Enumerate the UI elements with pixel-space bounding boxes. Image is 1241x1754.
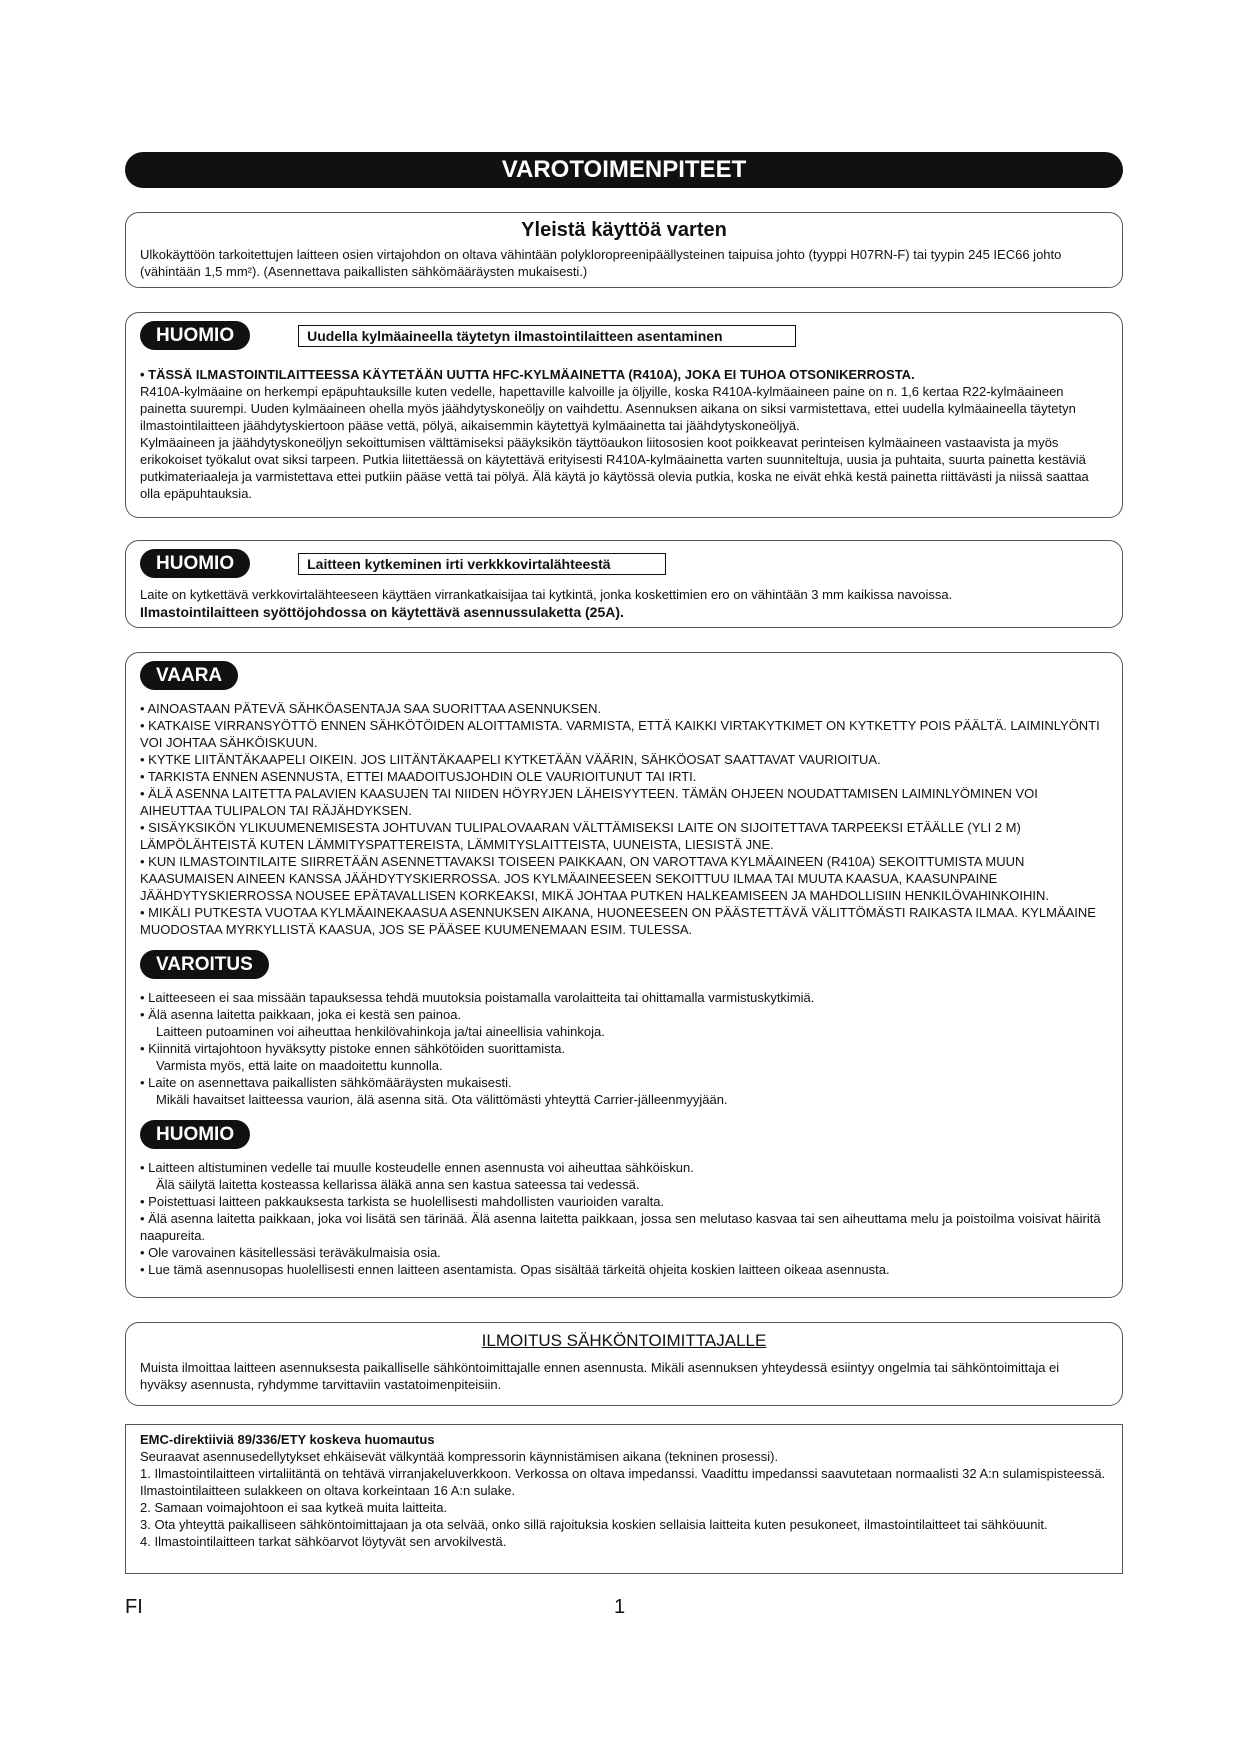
general-use-panel — [125, 212, 1123, 288]
refrigerant-para-1: R410A-kylmäaine on herkempi epäpuhtauksille kuten vedelle, hapettaville kalvoille ja öljyille, koska R410A-kylmäaineen paine on n. 1,6 kertaa R22-kylmäaineen painetta suurempi. Uuden kylmäaineen ohella myös jäähdytyskoneöljy on vaihdettu. Asennuksen aikana on siksi varmistettava, ettei uudella kylmäaineella täytetyn ilmastointilaitteen jäähdytyskiertoon pääse vettä, pölyä, aikaisemmin käytettyä kylmäainetta tai jäähdytyskoneöljyä. — [140, 384, 1076, 433]
vaara-item: • ÄLÄ ASENNA LAITETTA PALAVIEN KAASUJEN TAI NIIDEN HÖYRYJEN LÄHEISYYTEEN. TÄMÄN OHJEEN NOUDATTAMISEN LAIMINLYÖMINEN VOI AIHEUTTAA TULIPALON TAI RÄJÄHDYKSEN. — [140, 786, 1038, 818]
vaara-list — [140, 700, 1108, 938]
varoitus-list — [140, 989, 1108, 1108]
supplier-notice-heading: ILMOITUS SÄHKÖNTOIMITTAJALLE — [481, 1331, 767, 1350]
refrigerant-para-2: Kylmäaineen ja jäähdytyskoneöljyn sekoittumisen välttämiseksi pääyksikön täyttöaukon liitososien koot poikkeavat perinteisen kylmäaineen vastaavista ja myös erikokoiset työkalut ovat siksi tarpeen. Putkia liitettäessä on käytettävä erityisesti R410A-kylmäainetta varten suunniteltuja, uusia ja puhtaita, suurta painetta kestäviä putkimateriaaleja ja varmistettava ettei putkiin pääse vettä tai pölyä. Älä käytä jo käytössä olevia putkia, koska ne eivät ehkä kestä painetta riittävästi ja niissä saattaa olla epäpuhtauksia. — [140, 435, 1089, 501]
disconnect-bold-text: Ilmastointilaitteen syöttöjohdossa on käytettävä asennussulaketta (25A). — [140, 604, 624, 620]
emc-notice-box — [125, 1424, 1123, 1574]
varoitus-item: Varmista myös, että laite on maadoitettu kunnolla. — [156, 1058, 443, 1073]
disconnect-text: Laite on kytkettävä verkkovirtalähteeseen käyttäen virrankatkaisijaa tai kytkintä, jonka koskettimien ero on vähintään 3 mm kaikissa navoissa. — [140, 587, 953, 602]
vaara-item: • KUN ILMASTOINTILAITE SIIRRETÄÄN ASENNETTAVAKSI TOISEEN PAIKKAAN, ON VAROTTAVA KYLMÄAINEEN (R410A) SEKOITTUMISTA MUUN KAASUMAISEN AINEEN KANSSA JÄÄHDYTYSKIERROSSA. JOS KYLMÄAINEESEEN SEKOITTUU ILMAA TAI MUUTA KAASUA, KAASUNPAINE JÄÄHDYTYSKIERROSSA NOUSEE EPÄTAVALLISEN KORKEAKSI, MIKÄ JOHTAA PUTKEN HALKEAMISEEN JA MAHDOLLISIIN HENKILÖVAHINKOIHIN. — [140, 854, 1050, 903]
varoitus-item: • Laitteeseen ei saa missään tapauksessa tehdä muutoksia poistamalla varolaitteita tai ohittamalla varmistuskytkimiä. — [140, 990, 815, 1005]
huomio-item: • Ole varovainen käsitellessäsi teräväkulmaisia osia. — [140, 1245, 441, 1260]
vaara-item: • AINOASTAAN PÄTEVÄ SÄHKÖASENTAJA SAA SUORITTAA ASENNUKSEN. — [140, 701, 602, 716]
vaara-item: • TARKISTA ENNEN ASENNUSTA, ETTEI MAADOITUSJOHDIN OLE VAURIOITUNUT TAI IRTI. — [140, 769, 697, 784]
footer-language: FI — [125, 1596, 143, 1618]
huomio-badge: HUOMIO — [140, 549, 250, 578]
vaara-item: • SISÄYKSIKÖN YLIKUUMENEMISESTA JOHTUVAN TULIPALOVAARAN VÄLTTÄMISEKSI LAITE ON SIJOITETTAVA TARPEEKSI ETÄÄLLE (YLI 2 M) LÄMPÖLÄHTEISTÄ KUTEN LÄMMITYSPATTEREISTA, LÄMMITYSLAITTEISTA, UUNEISTA, LIESISTÄ JNE. — [140, 820, 1021, 852]
huomio-item: • Älä asenna laitetta paikkaan, joka voi lisätä sen tärinää. Älä asenna laitetta paikkaan, jossa sen melutaso kasvaa tai sen aiheuttama melu ja poistoilma voisivat häiritä naapureita. — [140, 1211, 1101, 1243]
varoitus-item: Laitteen putoaminen voi aiheuttaa henkilövahinkoja ja/tai aineellisia vahinkoja. — [156, 1024, 605, 1039]
varoitus-item: • Älä asenna laitetta paikkaan, joka ei kestä sen painoa. — [140, 1007, 462, 1022]
vaara-item: • MIKÄLI PUTKESTA VUOTAA KYLMÄAINEKAASUA ASENNUKSEN AIKANA, HUONEESEEN ON PÄÄSTETTÄVÄ VÄLITTÖMÄSTI RAIKASTA ILMAA. KYLMÄAINE MUODOSTAA MYRKYLLISTÄ KAASUA, JOS SE PÄÄSEE KUUMENEMAAN ESIM. TULESSA. — [140, 905, 1096, 937]
huomio-item: • Poistettuasi laitteen pakkauksesta tarkista se huolellisesti mahdollisten vaurioiden varalta. — [140, 1194, 665, 1209]
vaara-badge: VAARA — [140, 661, 238, 690]
huomio-item: • Laitteen altistuminen vedelle tai muulle kosteudelle ennen asennusta voi aiheuttaa sähköiskun. — [140, 1160, 694, 1175]
emc-item: 4. Ilmastointilaitteen tarkat sähköarvot löytyvät sen arvokilvestä. — [140, 1534, 507, 1549]
huomio-item: • Lue tämä asennusopas huolellisesti ennen laitteen asentamista. Opas sisältää tärkeitä ohjeita koskien laitteen oikeaa asennusta. — [140, 1262, 890, 1277]
varoitus-item: • Laite on asennettava paikallisten sähkömääräysten mukaisesti. — [140, 1075, 512, 1090]
emc-item: 1. Ilmastointilaitteen virtaliitäntä on tehtävä virranjakeluverkkoon. Verkossa on oltava impedanssi. Vaadittu impedanssi saavutetaan normaalisti 32 A:n sulamispisteessä. Ilmastointilaitteen sulakkeen on oltava korkeintaan 16 A:n sulake. — [140, 1466, 1106, 1498]
refrigerant-lead: • TÄSSÄ ILMASTOINTILAITTEESSA KÄYTETÄÄN UUTTA HFC-KYLMÄAINETTA (R410A), JOKA EI TUHOA OTSONIKERROSTA. — [140, 367, 915, 382]
supplier-notice-text: Muista ilmoittaa laitteen asennuksesta paikalliselle sähköntoimittajalle ennen asennusta. Mikäli asennuksen yhteydessä esiintyy ongelmia tai sähköntoimittaja ei hyväksy asennusta, ryhdymme tarvittaviin vastatoimenpiteisiin. — [140, 1360, 1060, 1392]
general-use-heading: Yleistä käyttöä varten — [521, 219, 727, 241]
footer-page-number: 1 — [614, 1596, 626, 1618]
vaara-item: • KYTKE LIITÄNTÄKAAPELI OIKEIN. JOS LIITÄNTÄKAAPELI KYTKETÄÄN VÄÄRIN, SÄHKÖOSAT SAATTAVAT VAURIOITUA. — [140, 752, 881, 767]
refrigerant-section-title: Uudella kylmäaineella täytetyn ilmastointilaitteen asentaminen — [298, 325, 796, 347]
emc-item: 3. Ota yhteyttä paikalliseen sähköntoimittajaan ja ota selvää, onko sillä rajoituksia koskien sellaisia laitteita kuten pesukoneet, ilmastointilaitteet tai sähköuunit. — [140, 1517, 1048, 1532]
vaara-item: • KATKAISE VIRRANSYÖTTÖ ENNEN SÄHKÖTÖIDEN ALOITTAMISTA. VARMISTA, ETTÄ KAIKKI VIRTAKYTKIMET ON KYTKETTY POIS PÄÄLTÄ. LAIMINLYÖNTI VOI JOHTAA SÄHKÖISKUUN. — [140, 718, 1100, 750]
varoitus-badge: VAROITUS — [140, 950, 269, 979]
huomio-refrigerant-panel — [125, 312, 1123, 518]
emc-item: 2. Samaan voimajohtoon ei saa kytkeä muita laitteita. — [140, 1500, 448, 1515]
varoitus-item: • Kiinnitä virtajohtoon hyväksytty pistoke ennen sähkötöiden suorittamista. — [140, 1041, 566, 1056]
huomio-badge: HUOMIO — [140, 1120, 250, 1149]
general-use-text: Ulkokäyttöön tarkoitettujen laitteen osien virtajohdon on oltava vähintään polykloropreenipäällysteinen taipuisa johto (tyyppi H07RN-F) tai tyypin 245 IEC66 johto (vähintään 1,5 mm²). (Asennettava paikallisten sähkömääräysten mukaisesti.) — [140, 247, 1062, 279]
disconnect-section-title: Laitteen kytkeminen irti verkkkovirtalähteestä — [298, 553, 666, 575]
emc-heading: EMC-direktiiviä 89/336/ETY koskeva huomautus — [140, 1432, 435, 1447]
page-title: VAROTOIMENPITEET — [125, 152, 1123, 188]
huomio-list — [140, 1159, 1108, 1278]
huomio-disconnect-panel — [125, 540, 1123, 628]
emc-intro: Seuraavat asennusedellytykset ehkäisevät välkyntää kompressorin käynnistämisen aikana (tekninen prosessi). — [140, 1449, 779, 1464]
huomio-item: Älä säilytä laitetta kosteassa kellarissa äläkä anna sen kastua sateessa tai vedessä. — [156, 1177, 640, 1192]
safety-panel — [125, 652, 1123, 1298]
huomio-badge: HUOMIO — [140, 321, 250, 350]
varoitus-item: Mikäli havaitset laitteessa vaurion, älä asenna sitä. Ota välittömästi yhteyttä Carrier-jälleenmyyjään. — [156, 1092, 728, 1107]
supplier-notice-panel — [125, 1322, 1123, 1406]
